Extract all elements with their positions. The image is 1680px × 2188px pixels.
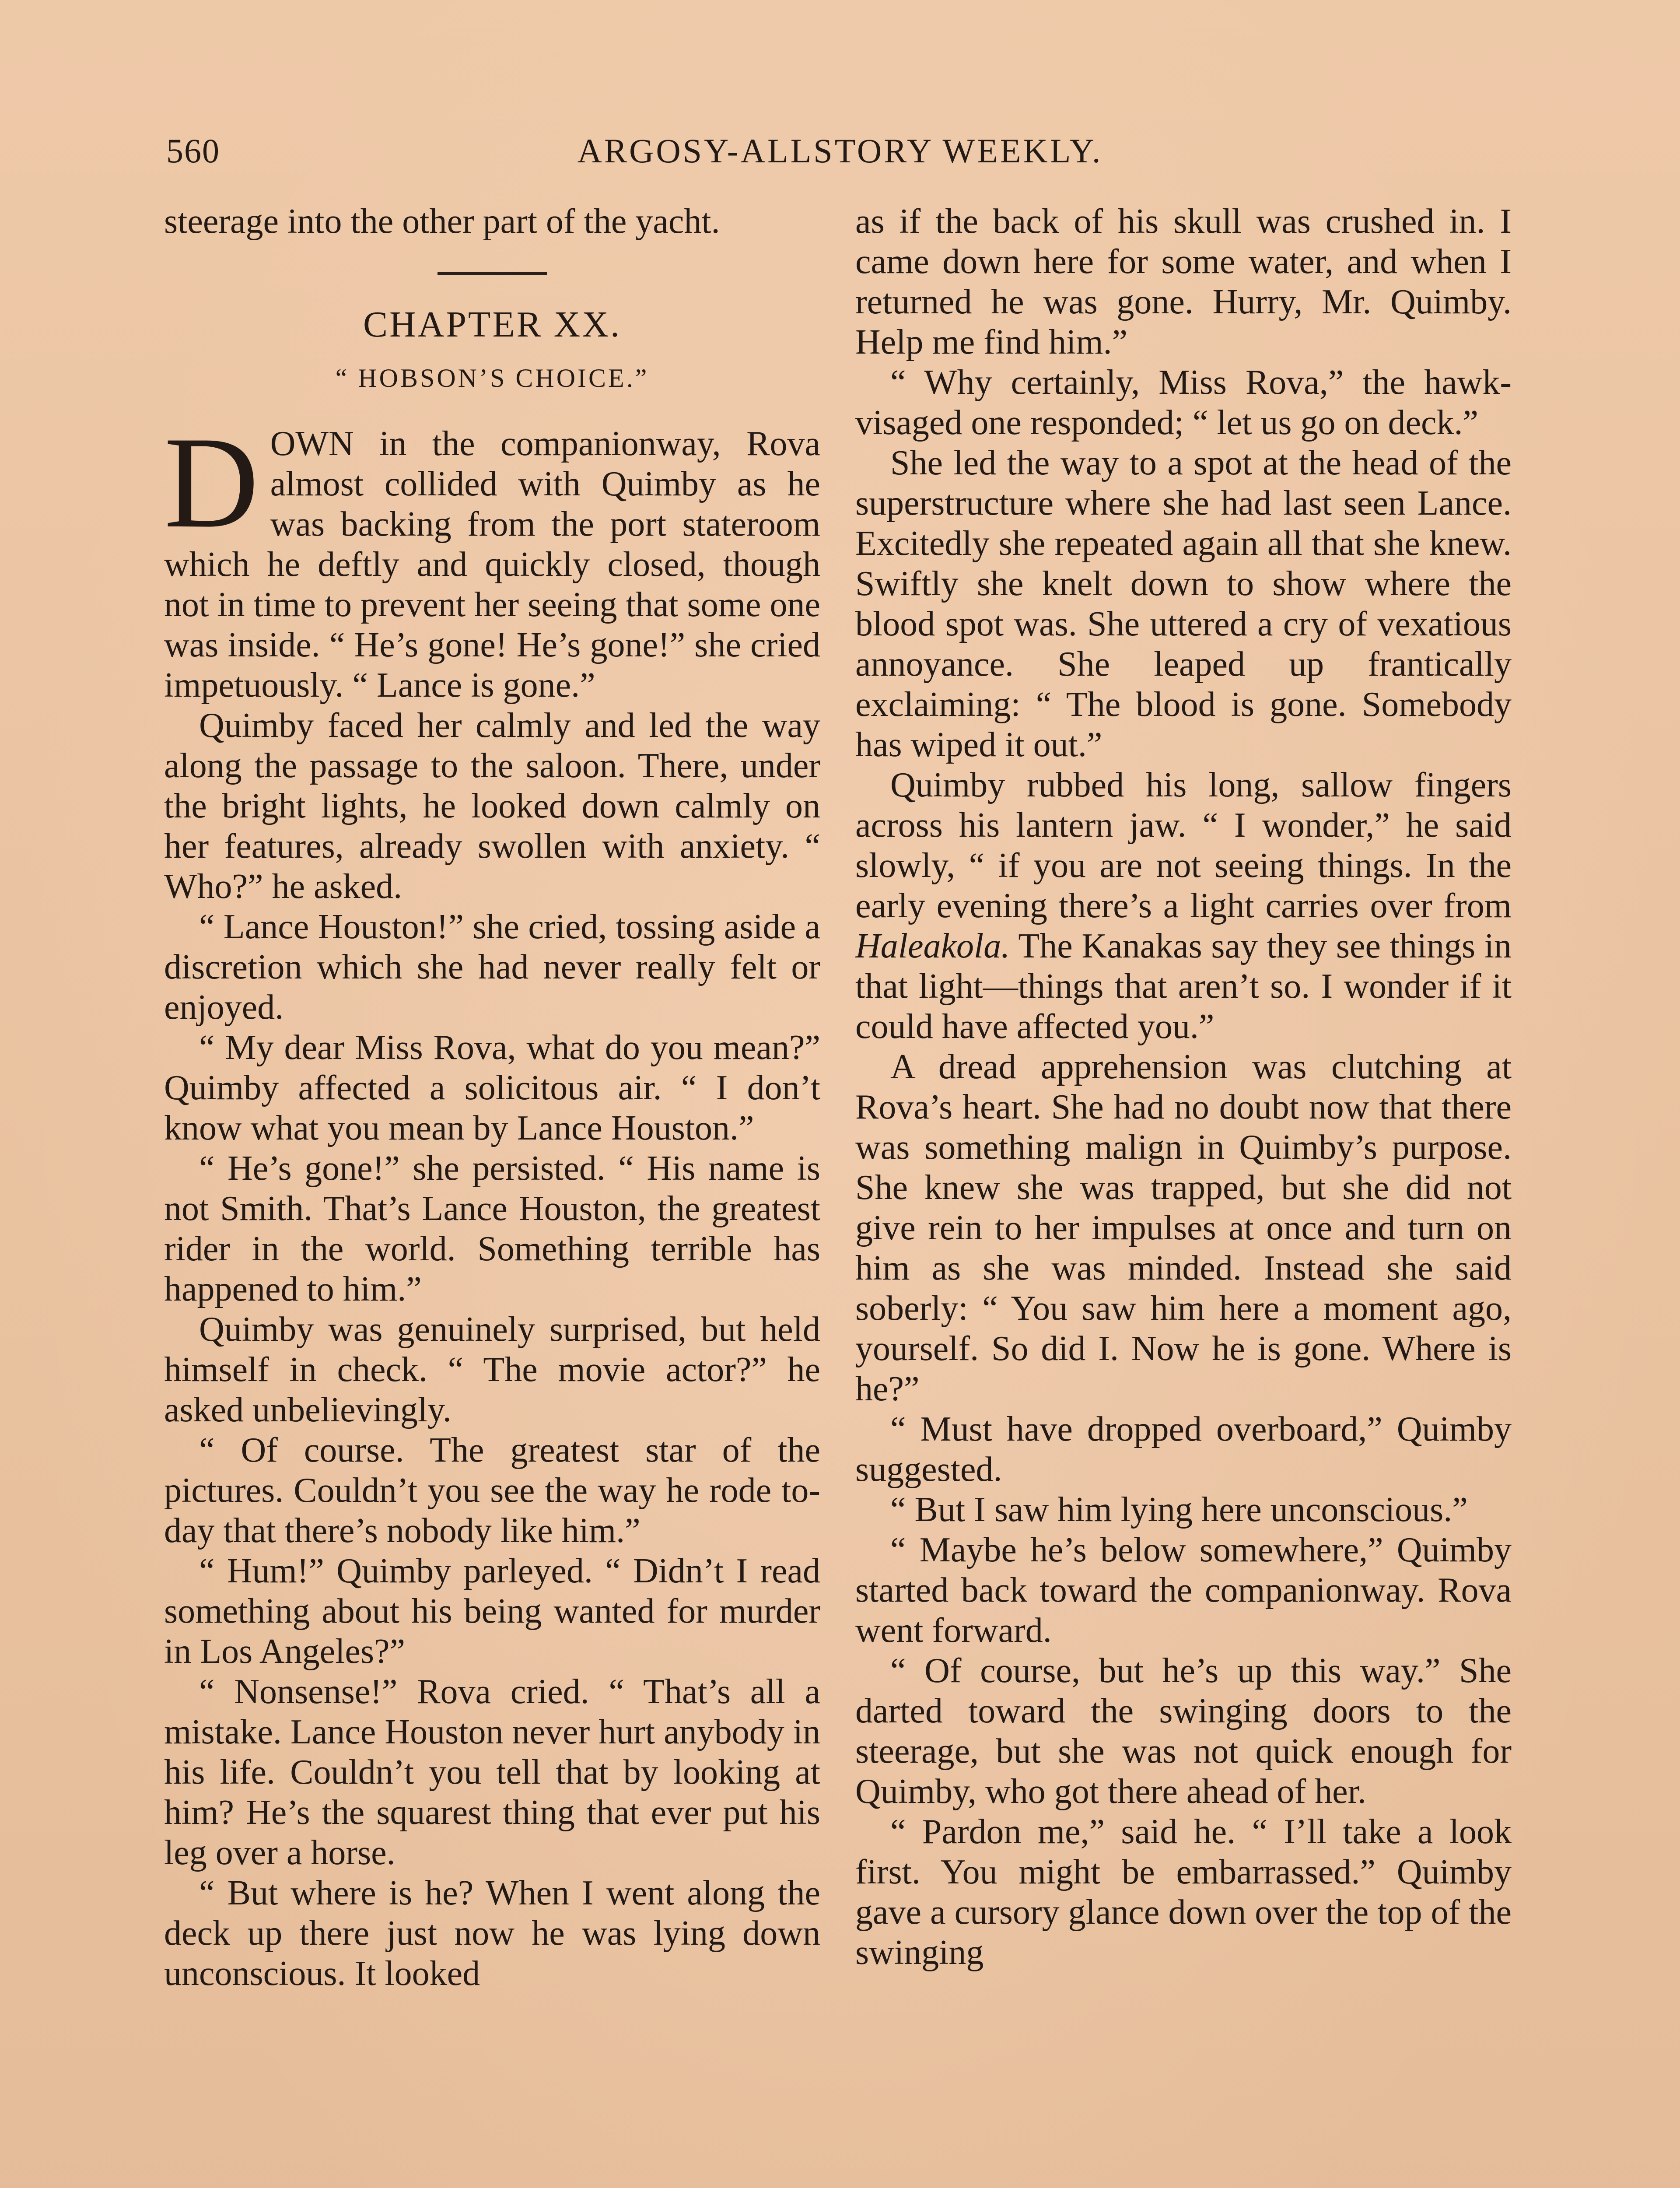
paragraph [855, 765, 1512, 1047]
left-column [164, 201, 820, 1994]
paragraph: A dread apprehension was clutching at Rova’s heart. She had no doubt now that there was something malign in Quimby’s purpose. She knew she was trapped, but she did not give rein to her impulses at once and turn on him as she was minded. Instead she said soberly: “ You saw him here a moment ago, yourself. So did I. Now he is gone. Where is he?” [855, 1048, 1512, 1408]
chapter-subtitle: “ HOBSON’S CHOICE.” [335, 364, 649, 393]
paragraph: “ Nonsense!” Rova cried. “ That’s all a mistake. Lance Houston never hurt anybody in his life. Couldn’t you tell that by looking at him? He’s the squarest thing that ever put his leg over a horse. [164, 1673, 820, 1872]
paragraph: “ Must have dropped overboard,” Quimby suggested. [855, 1410, 1512, 1489]
opening-paragraph: as if the back of his skull was crushed in. I came down here for some water, and when I returned he was gone. Hurry, Mr. Quimby. Help me find him.” [855, 202, 1512, 361]
paragraph: “ Maybe he’s below somewhere,” Quimby started back toward the companionway. Rova went forward. [855, 1531, 1512, 1650]
running-head: ARGOSY-ALLSTORY WEEKLY. [577, 132, 1103, 170]
first-paragraph [164, 410, 820, 705]
paragraph: “ But I saw him lying here unconscious.” [890, 1490, 1468, 1529]
section-divider [438, 272, 547, 275]
first-paragraph-text: OWN in the companionway, Rova almost collided with Quimby as he was backing from the port stateroom which he deftly and quickly closed, though not in time to prevent her seeing that some one was inside. “ He’s gone! He’s gone!” she cried impetuously. “ Lance is gone.” [164, 424, 820, 705]
paragraph: “ Hum!” Quimby parleyed. “ Didn’t I read something about his being wanted for murder in Los Angeles?” [164, 1552, 820, 1671]
paragraph: “ Lance Houston!” she cried, tossing aside a discretion which she had never really felt or enjoyed. [164, 908, 820, 1027]
opening-paragraph: steerage into the other part of the yacht. [164, 202, 720, 241]
chapter-title: CHAPTER XX. [363, 304, 622, 345]
paragraph: Quimby faced her calmly and led the way along the passage to the saloon. There, under the bright lights, he looked down calmly on her features, already swollen with anxiety. “ Who?” he asked. [164, 706, 820, 906]
paragraph: “ But where is he? When I went along the deck up there just now he was lying down unconscious. It looked [164, 1874, 820, 1993]
paragraph: “ He’s gone!” she persisted. “ His name is not Smith. That’s Lance Houston, the greatest rider in the world. Something terrible has happened to him.” [164, 1149, 820, 1308]
paragraph: “ Why certainly, Miss Rova,” the hawk-visaged one responded; “ let us go on deck.” [855, 363, 1512, 442]
paragraph: “ Of course. The greatest star of the pictures. Couldn’t you see the way he rode to-day that there’s nobody like him.” [164, 1431, 820, 1550]
place-name: Haleakola. [855, 927, 1010, 965]
paragraph: “ My dear Miss Rova, what do you mean?” Quimby affected a solicitous air. “ I don’t know what you mean by Lance Houston.” [164, 1028, 820, 1147]
paragraph-text: Quimby rubbed his long, sallow fingers across his lantern jaw. “ I wonder,” he said slowly, “ if you are not seeing things. In the early evening there’s a light carries over from [855, 766, 1512, 925]
right-column [855, 201, 1512, 1973]
paragraph: “ Pardon me,” said he. “ I’ll take a look first. You might be embarrassed.” Quimby gave a cursory glance down over the top of the swinging [855, 1813, 1512, 1972]
paragraph: She led the way to a spot at the head of the superstructure where she had last seen Lance. Excitedly she repeated again all that she knew. Swiftly she knelt down to show where the blood spot was. She uttered a cry of vexatious annoyance. She leaped up frantically exclaiming: “ The blood is gone. Somebody has wiped it out.” [855, 444, 1512, 764]
paragraph-text: The Kanakas say they see things in that light—things that aren’t so. I wonder if it could have affected you.” [855, 927, 1512, 1046]
drop-cap: D [164, 410, 259, 555]
page-number: 560 [166, 132, 220, 170]
paragraph: Quimby was genuinely surprised, but held himself in check. “ The movie actor?” he asked unbelievingly. [164, 1310, 820, 1429]
paragraph: “ Of course, but he’s up this way.” She darted toward the swinging doors to the steerage, but she was not quick enough for Quimby, who got there ahead of her. [855, 1652, 1512, 1811]
page-header [166, 131, 1514, 179]
